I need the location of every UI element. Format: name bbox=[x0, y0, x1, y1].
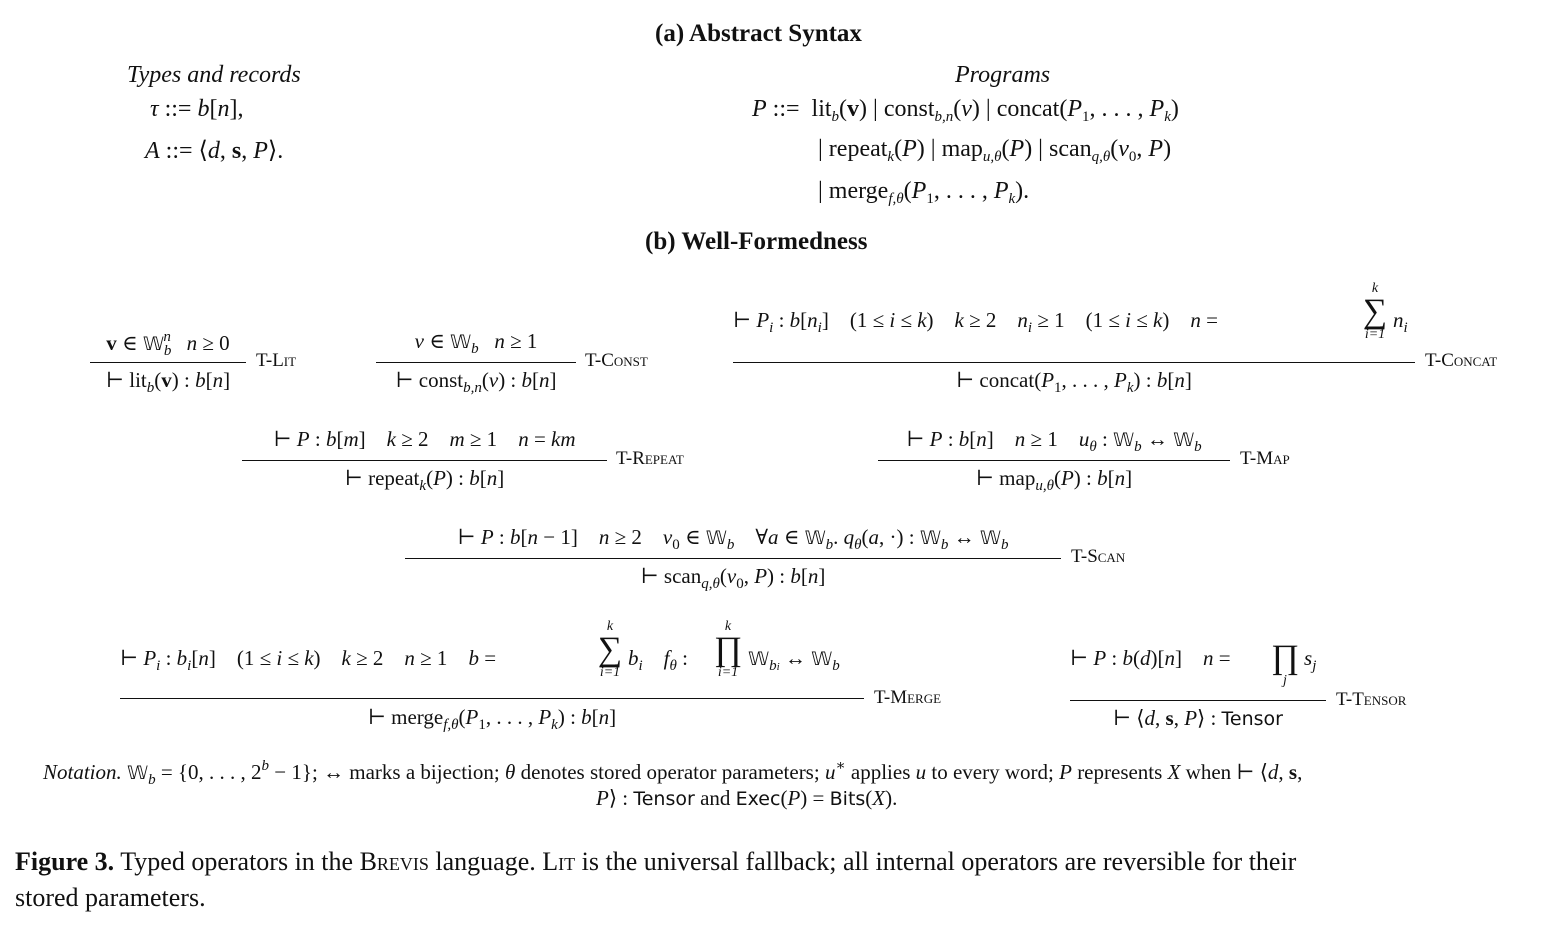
t-merge-rule-line bbox=[120, 698, 864, 699]
notation-label: Notation. bbox=[43, 760, 122, 784]
t-tensor-rule-line bbox=[1070, 700, 1326, 701]
t-repeat-rule-line bbox=[242, 460, 607, 461]
figure-caption-line2: stored parameters. bbox=[15, 883, 206, 912]
t-map-label: T-Map bbox=[1240, 448, 1290, 469]
figure-caption-line1 bbox=[15, 844, 1296, 880]
type-grammar: τ ::= b[n], bbox=[150, 96, 244, 122]
t-merge-premise: ⊢ $P_i$ : $b_i[n]$ (1 ≤ i ≤ k) k ≥ 2 n ≥ 1 b = k ∑ i=1 $b_i$ $f_\theta$ : k ∏ i=1 𝕎$_{bi}$ ↔ 𝕎$_b$ bbox=[120, 619, 840, 681]
t-tensor-conclusion: ⊢ ⟨d, s, P⟩ : Tensor bbox=[1113, 706, 1283, 730]
caption-text-2: language. bbox=[435, 847, 536, 876]
t-scan-rule-line bbox=[405, 558, 1061, 559]
caption-text-3: is the universal fallback; all internal operators are reversible for their bbox=[581, 847, 1297, 876]
t-scan-premise: ⊢ P : b[n − 1] n ≥ 2 $v_0$ ∈ 𝕎$_b$ ∀a ∈ 𝕎$_b$. $q_\theta(a$, ·) : 𝕎$_b$ ↔ 𝕎$_b$ bbox=[457, 525, 1009, 553]
record-grammar: A ::= ⟨d, s, P⟩. bbox=[145, 138, 284, 164]
t-lit-conclusion: ⊢ lit$_b$(v) : b[n] bbox=[105, 368, 231, 396]
t-merge-label: T-Merge bbox=[874, 687, 942, 708]
t-map-premise: ⊢ P : b[n] n ≥ 1 $u_\theta$ : 𝕎$_b$ ↔ 𝕎$_b$ bbox=[906, 427, 1202, 455]
t-tensor-premise: ⊢ P : b(d)[n] n = ∏ j $s_j$ bbox=[1070, 639, 1317, 689]
t-tensor-label: T-Tensor bbox=[1336, 689, 1407, 710]
program-grammar-line3: | $merge_{f,\theta}(P_1$, . . . , $P_k$). bbox=[818, 178, 1030, 207]
t-scan-conclusion: ⊢ $scan_{q,\theta}(v_0$, P) : b[n] bbox=[640, 564, 826, 592]
t-lit-label: T-Lit bbox=[256, 350, 297, 371]
t-repeat-conclusion: ⊢ repeat$_k$(P) : b[n] bbox=[344, 466, 505, 494]
notation-line2: P⟩ : Tensor and Exec(P) = Bits(X). bbox=[596, 786, 898, 810]
t-map-conclusion: ⊢ map$_{u,\theta}$(P) : b[n] bbox=[975, 466, 1133, 494]
t-concat-premise: ⊢ $P_i$ : $b[n_i]$ (1 ≤ i ≤ k) k ≥ 2 $n_i \ge 1$ (1 ≤ i ≤ k) n = k ∑ i=1 $n_i$ bbox=[733, 281, 1408, 343]
section-a-title: (a) Abstract Syntax bbox=[655, 20, 862, 47]
program-grammar-line1: P ::= lit$_b$(v) | const$_{b,n}$(v) | $concat(P_1$, . . . , $P_k$) bbox=[752, 96, 1179, 125]
t-concat-conclusion: ⊢ $concat(P_1$, . . . , $P_k$) : b[n] bbox=[956, 368, 1192, 396]
types-heading: Types and records bbox=[127, 62, 301, 88]
section-b-title: (b) Well-Formedness bbox=[645, 228, 868, 255]
notation-line1: Notation. 𝕎$_b$ = {0, . . . , $2^b - 1$}; ↔ marks a bijection; θ denotes stored operator parameters; u∗ applies u to every word; P represents X when ⊢ ⟨d, s, bbox=[43, 758, 1303, 788]
t-scan-label: T-Scan bbox=[1071, 546, 1126, 567]
t-concat-label: T-Concat bbox=[1425, 350, 1498, 371]
t-lit-premise: v ∈ 𝕎$_b^n$ n ≥ 0 bbox=[106, 329, 230, 359]
caption-text-1: Typed operators in the bbox=[120, 847, 354, 876]
caption-brevis: Brevis bbox=[359, 847, 429, 876]
figure-label: Figure 3. bbox=[15, 847, 115, 876]
t-lit-rule-line bbox=[90, 362, 246, 363]
t-concat-rule-line bbox=[733, 362, 1415, 363]
t-const-conclusion: ⊢ const$_{b,n}$(v) : b[n] bbox=[395, 368, 557, 396]
t-const-premise: v ∈ 𝕎$_b$ n ≥ 1 bbox=[414, 329, 538, 357]
t-const-rule-line bbox=[376, 362, 576, 363]
t-const-label: T-Const bbox=[585, 350, 648, 371]
program-grammar-line2: | repeat$_k$(P) | map$_{u,\theta}$(P) | $scan_{q,\theta}(v_0$, P) bbox=[818, 136, 1172, 165]
t-map-rule-line bbox=[878, 460, 1230, 461]
programs-heading: Programs bbox=[955, 62, 1051, 88]
caption-lit: Lit bbox=[542, 847, 576, 876]
t-repeat-label: T-Repeat bbox=[616, 448, 684, 469]
t-merge-conclusion: ⊢ $merge_{f,\theta}(P_1$, . . . , $P_k$) : b[n] bbox=[367, 705, 617, 733]
t-repeat-premise: ⊢ P : b[m] k ≥ 2 m ≥ 1 n = km bbox=[273, 427, 576, 451]
